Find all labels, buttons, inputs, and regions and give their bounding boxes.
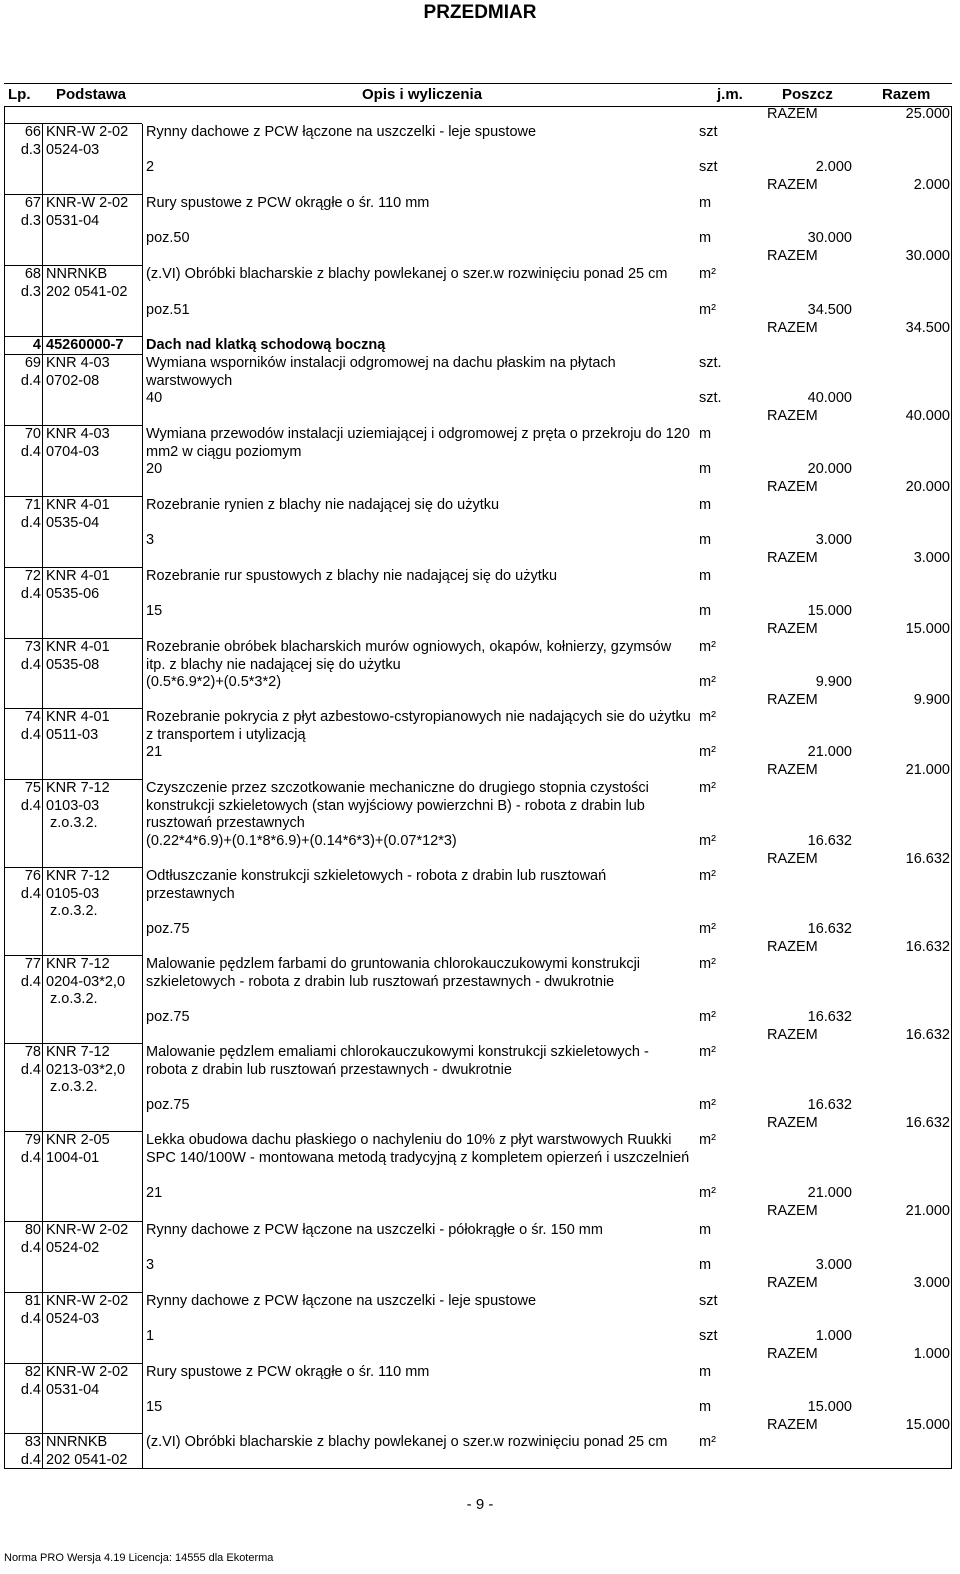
item-description: Odtłuszczanie konstrukcji szkieletowych - robota z drabin lub rusztowań przestawnych xyxy=(146,868,607,902)
row-divider xyxy=(4,1433,142,1434)
razem-label: RAZEM xyxy=(767,762,818,778)
item-number-line: 74 xyxy=(24,709,41,725)
item-basis-line: 0704-03 xyxy=(46,443,100,460)
item-number-line: 76 xyxy=(24,868,41,884)
item-number xyxy=(4,709,41,744)
item-basis-line: KNR 4-01 xyxy=(46,568,110,584)
item-calculation: poz.51 xyxy=(146,302,190,318)
item-number-line: 83 xyxy=(24,1434,41,1450)
item-basis-line: KNR 7-12 xyxy=(46,956,110,972)
item-description: Rury spustowe z PCW okrągłe o śr. 110 mm xyxy=(146,1364,430,1380)
item-basis-line: 0103-03 xyxy=(46,797,100,814)
item-basis-line: KNR 4-01 xyxy=(46,497,110,513)
item-number-line: d.4 xyxy=(20,885,41,902)
item-calculation: 21 xyxy=(146,744,163,760)
item-basis-line: 0524-02 xyxy=(46,1239,100,1256)
item-basis xyxy=(46,868,142,921)
item-unit: m xyxy=(699,195,712,211)
item-basis-line: z.o.3.2. xyxy=(50,991,98,1008)
item-calc-unit: m xyxy=(699,1399,712,1415)
item-number-line: 80 xyxy=(24,1222,41,1238)
item-basis-line: NNRNKB xyxy=(46,266,108,282)
item-unit: m² xyxy=(699,956,716,972)
item-calc-unit: m xyxy=(699,230,712,246)
item-basis-line: KNR 4-03 xyxy=(46,426,110,442)
item-calc-value: 15.000 xyxy=(807,1399,852,1415)
header-podstawa: Podstawa xyxy=(56,86,127,103)
header-lp: Lp. xyxy=(8,86,31,103)
item-number xyxy=(4,355,41,390)
razem-value: 16.632 xyxy=(905,1115,950,1131)
item-calc-unit: m² xyxy=(699,921,716,937)
item-number xyxy=(4,868,41,903)
table-header xyxy=(4,83,952,107)
razem-label: RAZEM xyxy=(767,1027,818,1043)
razem-value: 3.000 xyxy=(913,550,950,566)
item-description: Rozebranie obróbek blacharskich murów ogniowych, okapów, kołnierzy, gzymsów itp. z blachy nie nadającej się do użytku xyxy=(146,639,672,673)
item-number xyxy=(4,124,41,159)
item-calc-value: 21.000 xyxy=(807,744,852,760)
item-calc-value: 16.632 xyxy=(807,1097,852,1113)
row-divider xyxy=(4,1221,142,1222)
item-basis xyxy=(46,639,142,674)
item-calc-unit: m xyxy=(699,1257,712,1273)
item-basis xyxy=(46,426,142,461)
item-number-line: 72 xyxy=(24,568,41,584)
razem-value: 20.000 xyxy=(905,479,950,495)
item-basis xyxy=(46,124,142,159)
item-unit: szt xyxy=(699,124,718,140)
item-basis-line: KNR 4-01 xyxy=(46,639,110,655)
item-basis-line: KNR 7-12 xyxy=(46,780,110,796)
row-divider xyxy=(4,265,142,266)
item-calc-unit: m xyxy=(699,532,712,548)
item-unit: m² xyxy=(699,266,716,282)
item-number xyxy=(4,1132,41,1167)
razem-value: 3.000 xyxy=(913,1275,950,1291)
item-number-line: 66 xyxy=(24,124,41,140)
item-number-line: d.4 xyxy=(20,1061,41,1078)
razem-value: 16.632 xyxy=(905,939,950,955)
razem-value: 30.000 xyxy=(905,248,950,264)
table-row xyxy=(0,639,960,710)
item-basis xyxy=(46,709,142,744)
item-number-line: d.4 xyxy=(20,656,41,673)
razem-value: 40.000 xyxy=(905,408,950,424)
item-unit: m xyxy=(699,1222,712,1238)
item-number-line: 73 xyxy=(24,639,41,655)
item-number-line: d.4 xyxy=(20,973,41,990)
item-description: Czyszczenie przez szczotkowanie mechaniczne do drugiego stopnia czystości konstrukcji szkieletowych (stan wyjściowy powierzchni B) - robota z drabin lub rusztowań przestawnych xyxy=(146,780,649,832)
razem-label: RAZEM xyxy=(767,1275,818,1291)
item-basis-line: 0535-04 xyxy=(46,514,100,531)
item-number-line: 82 xyxy=(24,1364,41,1380)
item-number-line: 75 xyxy=(24,780,41,796)
item-calc-unit: m² xyxy=(699,1097,716,1113)
table-row xyxy=(0,709,960,780)
item-number-line: d.4 xyxy=(20,1310,41,1327)
razem-label: RAZEM xyxy=(767,320,818,336)
item-unit: szt. xyxy=(699,355,722,371)
razem-label: RAZEM xyxy=(767,479,818,495)
item-basis xyxy=(46,1044,142,1097)
razem-value: 15.000 xyxy=(905,621,950,637)
table-row xyxy=(0,956,960,1044)
item-calc-unit: m xyxy=(699,461,712,477)
item-description: Malowanie pędzlem emaliami chlorokauczukowymi konstrukcji szkieletowych - robota z drabin lub rusztowań przestawnych - dwukrotnie xyxy=(146,1044,649,1078)
row-divider xyxy=(4,425,142,426)
item-basis xyxy=(46,355,142,390)
item-basis-line: 1004-01 xyxy=(46,1149,100,1166)
item-unit: m xyxy=(699,426,712,442)
razem-label: RAZEM xyxy=(767,1203,818,1219)
item-calc-unit: m² xyxy=(699,674,716,690)
row-divider xyxy=(4,779,142,780)
table-row xyxy=(0,868,960,956)
item-calc-unit: m² xyxy=(699,744,716,760)
row-divider xyxy=(4,194,142,195)
item-basis-line: KNR-W 2-02 xyxy=(46,1293,129,1309)
item-number-line: d.4 xyxy=(20,1149,41,1166)
table-row xyxy=(0,426,960,497)
row-divider xyxy=(4,1363,142,1364)
item-unit: m xyxy=(699,1364,712,1380)
item-unit: m² xyxy=(699,1044,716,1060)
item-calculation: 1 xyxy=(146,1328,155,1344)
item-calculation: poz.75 xyxy=(146,1097,190,1113)
item-number-line: 69 xyxy=(24,355,41,371)
table-row xyxy=(0,266,960,337)
top-razem-row xyxy=(0,106,960,124)
section-number: 4 xyxy=(32,337,41,353)
razem-value: 15.000 xyxy=(905,1417,950,1433)
item-basis-line: KNR-W 2-02 xyxy=(46,1364,129,1380)
razem-value: 25.000 xyxy=(905,106,950,122)
item-basis-line: 0531-04 xyxy=(46,1381,100,1398)
razem-label: RAZEM xyxy=(767,1417,818,1433)
item-basis-line: 0535-06 xyxy=(46,585,100,602)
row-divider xyxy=(4,708,142,709)
item-basis-line: 0702-08 xyxy=(46,372,100,389)
section-row xyxy=(0,337,960,355)
row-divider xyxy=(4,336,142,337)
item-number xyxy=(4,1434,41,1469)
item-unit: m xyxy=(699,568,712,584)
item-unit: m² xyxy=(699,1434,716,1450)
razem-value: 16.632 xyxy=(905,851,950,867)
item-basis-line: KNR-W 2-02 xyxy=(46,124,129,140)
razem-label: RAZEM xyxy=(767,177,818,193)
item-number xyxy=(4,426,41,461)
item-unit: m² xyxy=(699,868,716,884)
table-row xyxy=(0,124,960,195)
page-title: PRZEDMIAR xyxy=(423,2,537,23)
item-basis-line: 0524-03 xyxy=(46,141,100,158)
razem-label: RAZEM xyxy=(767,851,818,867)
item-number-line: d.4 xyxy=(20,1381,41,1398)
item-basis-line: KNR 7-12 xyxy=(46,1044,110,1060)
item-calc-unit: szt xyxy=(699,1328,718,1344)
razem-label: RAZEM xyxy=(767,248,818,264)
table-row xyxy=(0,1044,960,1132)
item-calc-value: 30.000 xyxy=(807,230,852,246)
item-basis-line: 0524-03 xyxy=(46,1310,100,1327)
item-calc-unit: m² xyxy=(699,1185,716,1201)
item-unit: szt xyxy=(699,1293,718,1309)
item-calculation: 3 xyxy=(146,532,155,548)
item-calculation: poz.75 xyxy=(146,1009,190,1025)
item-basis-line: 0204-03*2,0 xyxy=(46,973,126,990)
item-number xyxy=(4,780,41,815)
item-calc-value: 1.000 xyxy=(815,1328,852,1344)
item-calculation: 21 xyxy=(146,1185,163,1201)
razem-label: RAZEM xyxy=(767,106,818,122)
item-calc-value: 16.632 xyxy=(807,1009,852,1025)
item-description: Rozebranie rynien z blachy nie nadającej się do użytku xyxy=(146,497,500,513)
item-calc-value: 3.000 xyxy=(815,532,852,548)
item-number-line: 71 xyxy=(24,497,41,513)
row-divider xyxy=(4,638,142,639)
row-divider xyxy=(4,955,142,956)
razem-label: RAZEM xyxy=(767,1346,818,1362)
item-calc-value: 16.632 xyxy=(807,921,852,937)
table-row xyxy=(0,355,960,426)
item-number-line: d.3 xyxy=(20,141,41,158)
item-calc-unit: szt. xyxy=(699,390,722,406)
item-number xyxy=(4,1222,41,1257)
item-calc-value: 20.000 xyxy=(807,461,852,477)
item-basis-line: 0105-03 xyxy=(46,885,100,902)
row-divider xyxy=(4,1131,142,1132)
item-description: Wymiana przewodów instalacji uziemiającej i odgromowej z pręta o przekroju do 120 mm2 w ciągu poziomym xyxy=(146,426,690,460)
item-calc-value: 3.000 xyxy=(815,1257,852,1273)
item-calculation: 15 xyxy=(146,603,163,619)
table-row xyxy=(0,1293,960,1364)
page-number: - 9 - xyxy=(466,1496,494,1513)
item-description: (z.VI) Obróbki blacharskie z blachy powlekanej o szer.w rozwinięciu ponad 25 cm xyxy=(146,266,668,282)
header-poszcz: Poszcz xyxy=(782,86,833,103)
item-number-line: d.4 xyxy=(20,585,41,602)
item-number xyxy=(4,1364,41,1399)
item-basis-line: z.o.3.2. xyxy=(50,903,98,920)
header-opis: Opis i wyliczenia xyxy=(362,86,483,103)
item-calculation: poz.50 xyxy=(146,230,190,246)
item-calculation: 40 xyxy=(146,390,163,406)
item-number-line: 68 xyxy=(24,266,41,282)
item-basis-line: KNR 2-05 xyxy=(46,1132,110,1148)
row-divider xyxy=(4,867,142,868)
item-number-line: d.4 xyxy=(20,726,41,743)
header-razem: Razem xyxy=(882,86,931,103)
item-unit: m² xyxy=(699,709,716,725)
item-number-line: d.4 xyxy=(20,443,41,460)
row-divider xyxy=(4,1043,142,1044)
item-basis-line: NNRNKB xyxy=(46,1434,108,1450)
item-basis xyxy=(46,195,142,230)
item-calculation: 2 xyxy=(146,159,155,175)
item-description: Rury spustowe z PCW okrągłe o śr. 110 mm xyxy=(146,195,430,211)
item-unit: m² xyxy=(699,639,716,655)
item-number xyxy=(4,1293,41,1328)
item-basis-line: 202 0541-02 xyxy=(46,1451,128,1468)
item-description: Rynny dachowe z PCW łączone na uszczelki - leje spustowe xyxy=(146,1293,537,1309)
item-number xyxy=(4,497,41,532)
item-basis-line: z.o.3.2. xyxy=(50,815,98,832)
item-calculation: poz.75 xyxy=(146,921,190,937)
item-basis xyxy=(46,780,142,833)
item-description: Rynny dachowe z PCW łączone na uszczelki - półokrągłe o śr. 150 mm xyxy=(146,1222,603,1238)
item-calculation: 15 xyxy=(146,1399,163,1415)
item-unit: m² xyxy=(699,1132,716,1148)
item-description: Lekka obudowa dachu płaskiego o nachyleniu do 10% z płyt warstwowych Ruukki SPC 140/100W - montowana metodą tradycyjną z kompletem opierzeń i uszczelnień xyxy=(146,1132,690,1166)
item-number-line: 67 xyxy=(24,195,41,211)
item-number-line: d.4 xyxy=(20,372,41,389)
razem-value: 9.900 xyxy=(913,692,950,708)
item-number-line: 78 xyxy=(24,1044,41,1060)
item-basis-line: 0535-08 xyxy=(46,656,100,673)
item-description: Rynny dachowe z PCW łączone na uszczelki - leje spustowe xyxy=(146,124,537,140)
item-number-line: d.3 xyxy=(20,212,41,229)
razem-value: 21.000 xyxy=(905,1203,950,1219)
item-basis-line: 202 0541-02 xyxy=(46,283,128,300)
item-calc-value: 40.000 xyxy=(807,390,852,406)
item-calc-unit: m² xyxy=(699,1009,716,1025)
item-basis xyxy=(46,1222,142,1257)
razem-value: 2.000 xyxy=(913,177,950,193)
row-divider xyxy=(4,354,142,355)
item-calculation: 3 xyxy=(146,1257,155,1273)
item-description: Rozebranie rur spustowych z blachy nie nadającej się do użytku xyxy=(146,568,558,584)
razem-value: 21.000 xyxy=(905,762,950,778)
item-basis-line: 0213-03*2,0 xyxy=(46,1061,126,1078)
item-calc-unit: m² xyxy=(699,833,716,849)
section-title: Dach nad klatką schodową boczną xyxy=(146,337,386,353)
table-row xyxy=(0,1222,960,1293)
item-basis-line: KNR-W 2-02 xyxy=(46,1222,129,1238)
item-unit: m xyxy=(699,497,712,513)
item-calc-value: 34.500 xyxy=(807,302,852,318)
razem-value: 16.632 xyxy=(905,1027,950,1043)
item-calc-value: 2.000 xyxy=(815,159,852,175)
item-number xyxy=(4,568,41,603)
item-number xyxy=(4,1044,41,1079)
razem-value: 34.500 xyxy=(905,320,950,336)
item-number xyxy=(4,266,41,301)
item-number-line: 79 xyxy=(24,1132,41,1148)
table-row xyxy=(0,568,960,639)
item-basis-line: KNR-W 2-02 xyxy=(46,195,129,211)
item-basis xyxy=(46,956,142,1009)
row-divider xyxy=(4,496,142,497)
item-basis-line: 0511-03 xyxy=(46,726,99,743)
item-number-line: d.4 xyxy=(20,1239,41,1256)
razem-value: 1.000 xyxy=(913,1346,950,1362)
item-number-line: d.4 xyxy=(20,797,41,814)
item-calc-value: 21.000 xyxy=(807,1185,852,1201)
item-basis-line: KNR 4-03 xyxy=(46,355,110,371)
table-bottom-border xyxy=(4,1468,952,1469)
item-basis-line: z.o.3.2. xyxy=(50,1079,98,1096)
table-row xyxy=(0,1132,960,1222)
item-number xyxy=(4,956,41,991)
item-number-line: d.4 xyxy=(20,514,41,531)
row-divider xyxy=(4,123,142,124)
item-basis xyxy=(46,568,142,603)
item-calc-unit: m² xyxy=(699,302,716,318)
item-number-line: 77 xyxy=(24,956,41,972)
item-basis xyxy=(46,1434,142,1469)
table-row xyxy=(0,1364,960,1434)
item-calc-unit: szt xyxy=(699,159,718,175)
item-basis-line: KNR 4-01 xyxy=(46,709,110,725)
item-calculation: (0.22*4*6.9)+(0.1*8*6.9)+(0.14*6*3)+(0.07*12*3) xyxy=(146,833,457,849)
section-code: 45260000-7 xyxy=(46,337,124,353)
item-number-line: d.3 xyxy=(20,283,41,300)
item-basis-line: 0531-04 xyxy=(46,212,100,229)
item-description: Rozebranie pokrycia z płyt azbestowo-cstyropianowych nie nadających sie do użytku z transportem i utylizacją xyxy=(146,709,691,743)
item-unit: m² xyxy=(699,780,716,796)
row-divider xyxy=(4,567,142,568)
item-number-line: d.4 xyxy=(20,1451,41,1468)
item-description: Wymiana wsporników instalacji odgromowej na dachu płaskim na płytach warstwowych xyxy=(146,355,616,389)
item-basis-line: KNR 7-12 xyxy=(46,868,110,884)
item-calc-value: 16.632 xyxy=(807,833,852,849)
item-description: Malowanie pędzlem farbami do gruntowania chlorokauczukowymi konstrukcji szkieletowych - robota z drabin lub rusztowań przestawnych - dwukrotnie xyxy=(146,956,641,990)
razem-label: RAZEM xyxy=(767,621,818,637)
item-number-line: 70 xyxy=(24,426,41,442)
razem-label: RAZEM xyxy=(767,939,818,955)
footer-license: Norma PRO Wersja 4.19 Licencja: 14555 dla Ekoterma xyxy=(4,1552,274,1564)
item-basis xyxy=(46,1293,142,1328)
item-basis xyxy=(46,497,142,532)
razem-label: RAZEM xyxy=(767,550,818,566)
item-number xyxy=(4,195,41,230)
razem-label: RAZEM xyxy=(767,1115,818,1131)
item-calculation: 20 xyxy=(146,461,163,477)
table-row xyxy=(0,780,960,868)
item-calc-value: 9.900 xyxy=(815,674,852,690)
razem-label: RAZEM xyxy=(767,408,818,424)
row-divider xyxy=(4,1292,142,1293)
razem-label: RAZEM xyxy=(767,692,818,708)
item-calculation: (0.5*6.9*2)+(0.5*3*2) xyxy=(146,674,282,690)
item-number-line: 81 xyxy=(24,1293,41,1309)
item-calc-value: 15.000 xyxy=(807,603,852,619)
item-description: (z.VI) Obróbki blacharskie z blachy powlekanej o szer.w rozwinięciu ponad 25 cm xyxy=(146,1434,668,1450)
table-row xyxy=(0,497,960,568)
header-jm: j.m. xyxy=(717,86,743,103)
table-row xyxy=(0,195,960,266)
item-basis xyxy=(46,1364,142,1399)
item-basis xyxy=(46,266,142,301)
item-basis xyxy=(46,1132,142,1167)
item-number xyxy=(4,639,41,674)
item-calc-unit: m xyxy=(699,603,712,619)
